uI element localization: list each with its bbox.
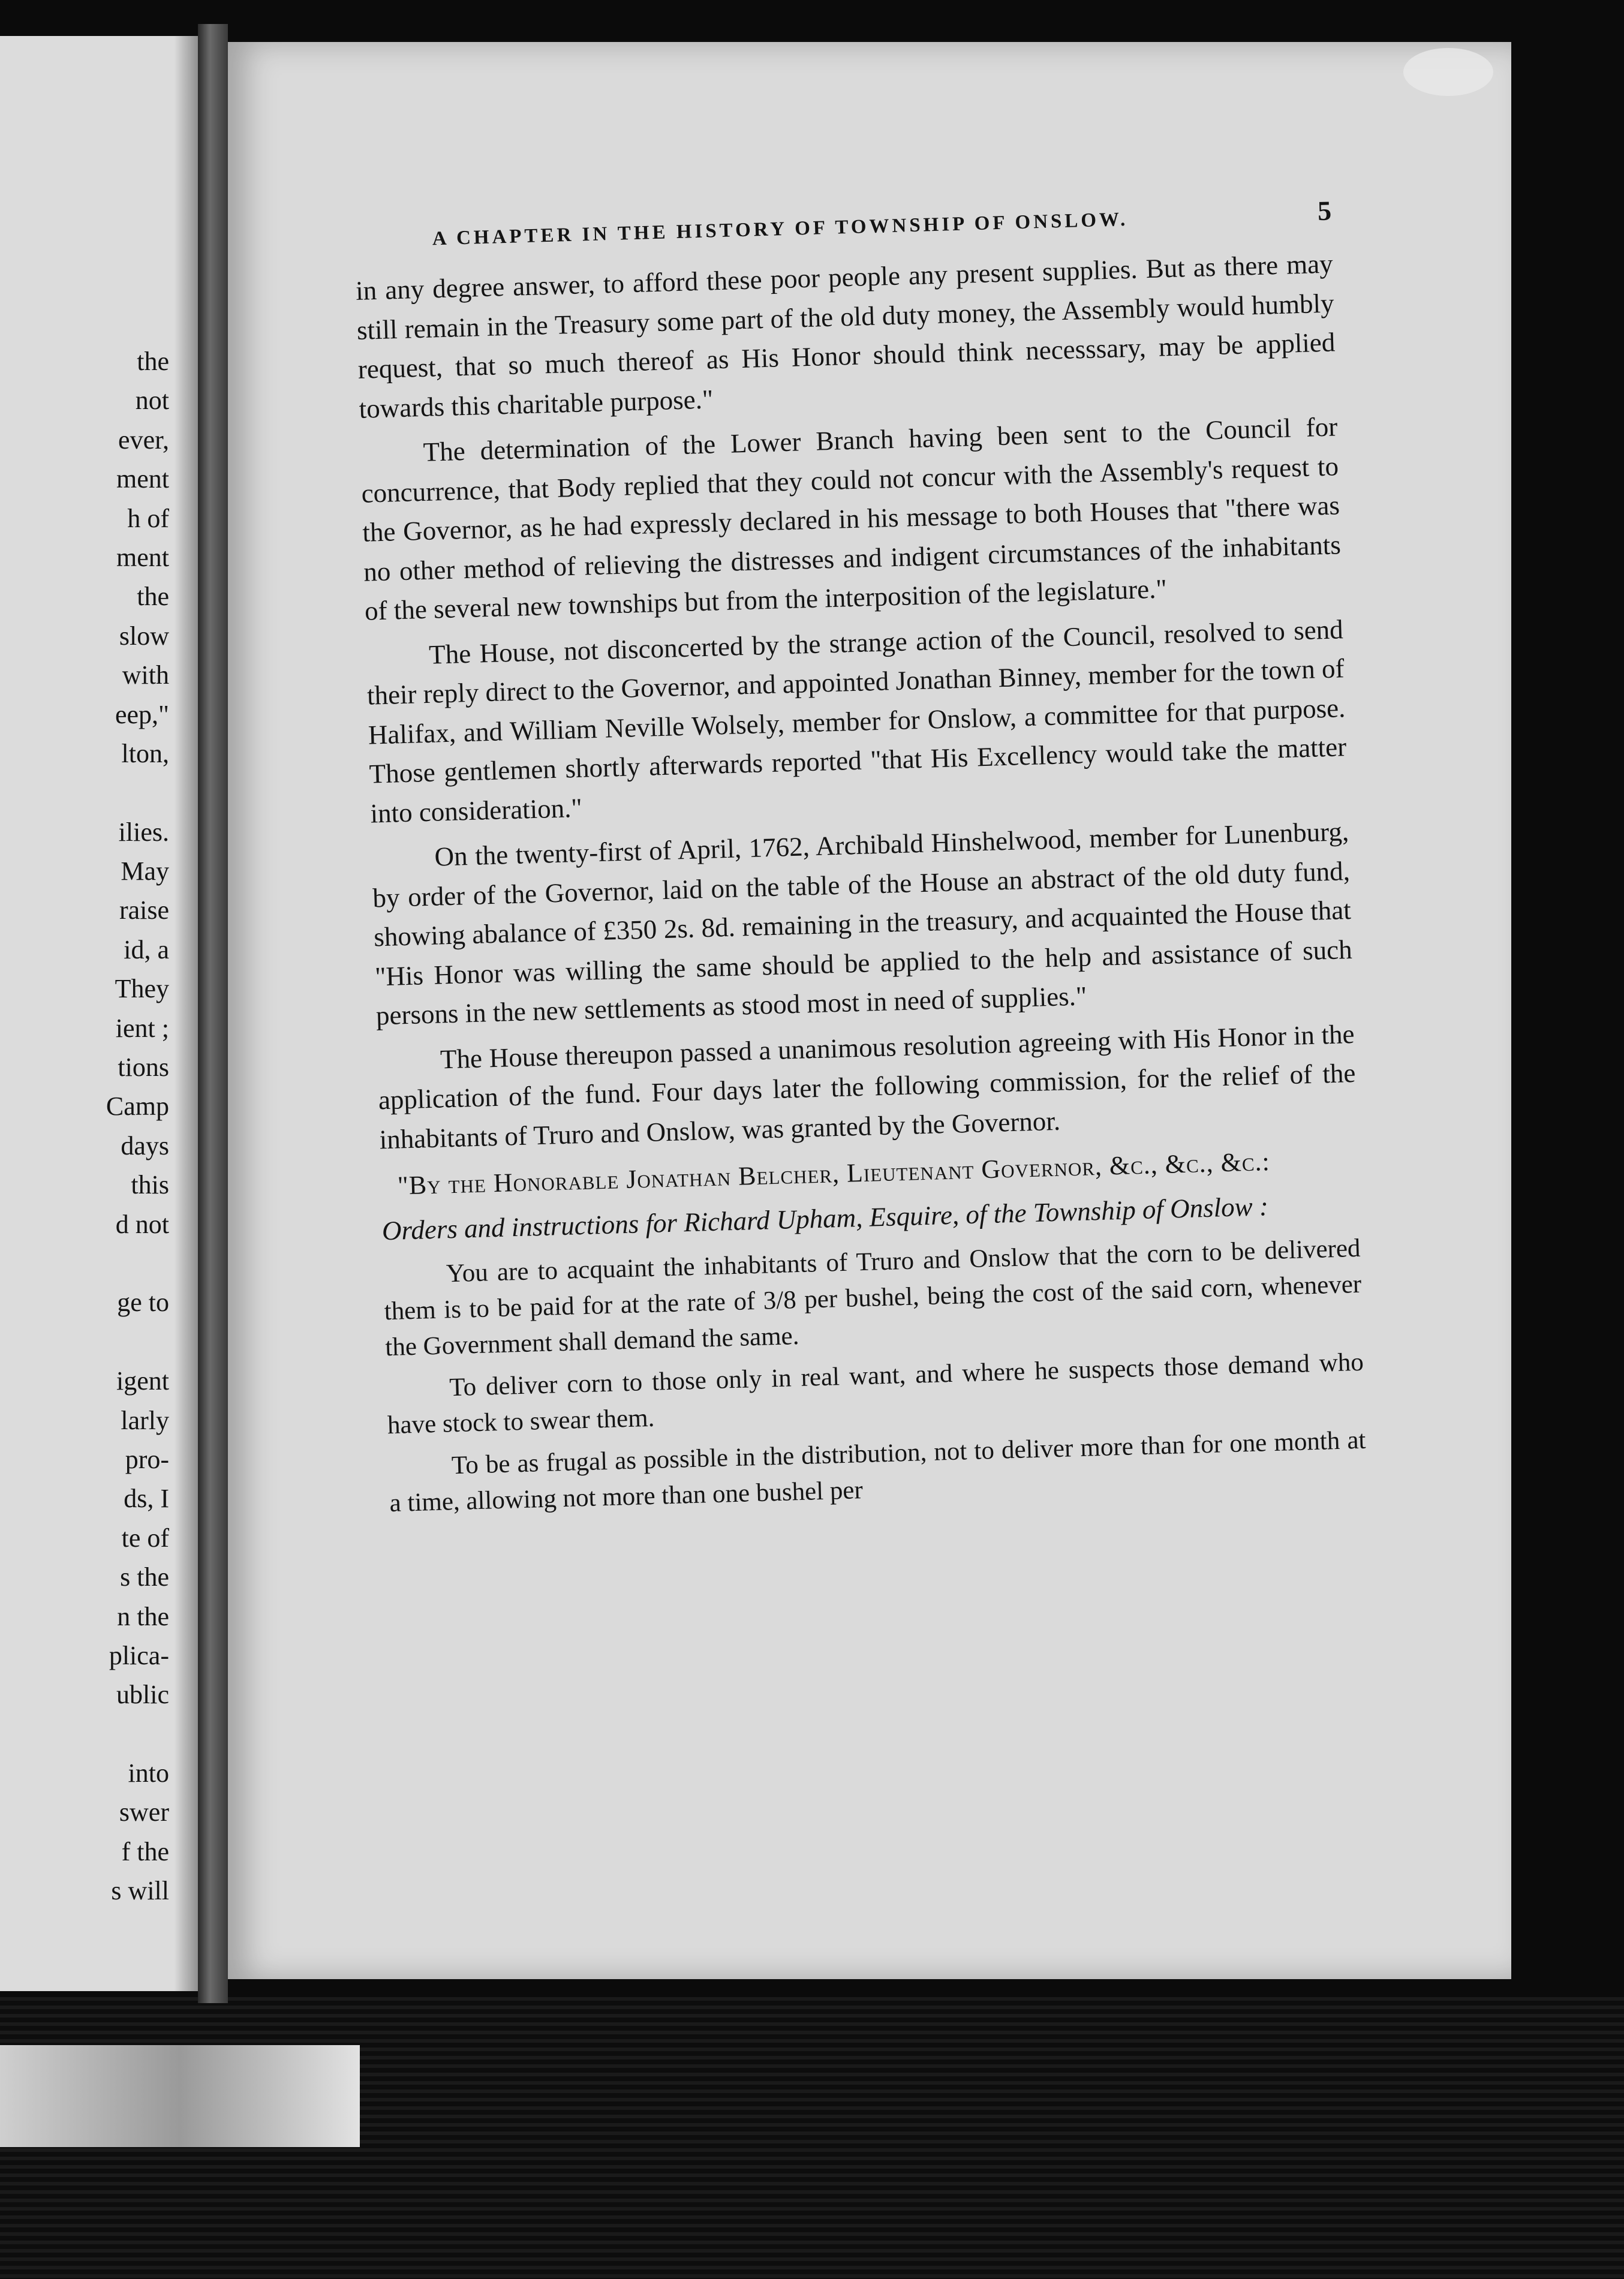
facing-page-line: d not [115,1209,169,1239]
facing-page-line: They [115,974,169,1004]
paragraph: The House thereupon passed a unanimous resolution agreeing with His Honor in the application of the fund. Four days later the following commission, for the relief of the inhabitants of Truro and Onslow, was granted by the Governor. [378,1018,1356,1154]
facing-page-line: f the [121,1836,169,1866]
paper-damage [1403,48,1493,96]
page [228,42,1511,1979]
facing-page-left [0,36,198,1991]
facing-page-line: the [137,347,169,376]
facing-page-line [1,773,169,812]
facing-page-line: raise [119,895,169,925]
facing-page-line: ge to [117,1288,169,1318]
orders-heading: Orders and instructions for Richard Upham, Esquire, of the Township of Onslow : [381,1191,1269,1246]
facing-page-line: id, a [124,934,169,964]
facing-page-line: this [131,1170,169,1200]
facing-page-line: the [137,582,169,612]
facing-page-line: not [135,386,169,416]
facing-page-line: slow [119,621,169,651]
running-head-title: A CHAPTER IN THE HISTORY OF TOWNSHIP OF ONSLOW. [432,208,1129,250]
page-number: 5 [1317,195,1332,227]
facing-page-line: eep," [115,699,169,729]
paragraph: On the twenty-first of April, 1762, Archibald Hinshelwood, member for Lunenburg, by order of the Governor, laid on the table of the House an abstract of the old duty fund, showing abalance of £350 2s. 8d. remaining in the treasury, and acquainted the House that "His Honor was willing the same should be applied to the help and assistance of such persons in the new settlements as stood most in need of supplies." [372,816,1353,1031]
facing-page-line: s will [111,1876,169,1906]
facing-page-line: ds, I [124,1484,169,1514]
facing-page-line: Camp [106,1092,169,1122]
facing-page-line: into [128,1758,169,1788]
facing-page-line: ment [116,464,169,494]
instruction: To be as frugal as possible in the distribution, not to deliver more than for one month at a time, allowing not more than one bushel per [389,1426,1367,1518]
facing-page-line: h of [127,503,169,533]
binding-tape [0,2045,360,2147]
facing-page-line: lton, [121,738,169,768]
facing-page-line: May [121,856,169,886]
facing-page-line: plica- [109,1640,169,1670]
instruction: You are to acquaint the inhabitants of Truro and Onslow that the corn to be delivered them is to be paid for at the rate of 3/8 per bushel, being the cost of the said corn, whenever the Government shall demand the same. [384,1234,1362,1362]
book-gutter [198,24,228,2003]
facing-page-line: n the [117,1601,169,1631]
instruction: To deliver corn to those only in real want, and where he suspects those demand who have stock to swear them. [387,1348,1364,1440]
facing-page-line [1,1322,169,1361]
paragraph: The House, not disconcerted by the strange action of the Council, resolved to send their reply direct to the Governor, and appointed Jonathan Binney, member for the town of Halifax, and William Neville Wolsely, member for Onslow, a committee for that purpose. Those gentlemen shortly afterwards reported "that His Excellency would take the matter into consideration." [366,614,1347,829]
facing-page-line [1,1715,169,1754]
facing-page-line: pro- [125,1444,169,1474]
paragraph: The determination of the Lower Branch having been sent to the Council for concurrence, that Body replied that they could not concur with the Assembly's request to the Governor, as he had expressly declared in his message to both Houses that "there was no other method of relieving the distresses and indigent circumstances of the inhabitants of the several new townships but from the interposition of the legislature." [360,411,1342,626]
facing-page-line: s the [120,1562,169,1592]
page-gutter-shadow [174,36,198,1991]
facing-page-line: ublic [116,1680,169,1710]
facing-page-line: tions [118,1053,169,1083]
facing-page-line [1,1244,169,1283]
facing-page-line: swer [119,1797,169,1827]
paragraph: in any degree answer, to afford these poor people any present supplies. But as there may still remain in the Treasury some part of the old duty money, the Assembly would humbly request, that so much thereof as His Honor should think necesssary, may be applied towards this charitable purpose." [355,248,1336,424]
facing-page-line: te of [121,1523,169,1553]
facing-page-line: larly [121,1405,169,1435]
facing-page-line: ilies. [118,817,169,847]
facing-page-line: days [121,1131,169,1160]
page-body [354,194,1367,1528]
facing-page-line: with [122,660,169,690]
facing-page-line: ment [116,542,169,572]
facing-page-line: ever, [118,425,169,455]
facing-page-line: igent [116,1366,169,1396]
running-head [432,194,1332,251]
facing-page-text [1,342,169,1911]
commission-heading-text: "By the Honorable Jonathan Belcher, Lieutenant Governor, &c., &c., &c.: [397,1146,1271,1201]
facing-page-line: ient ; [115,1013,169,1043]
